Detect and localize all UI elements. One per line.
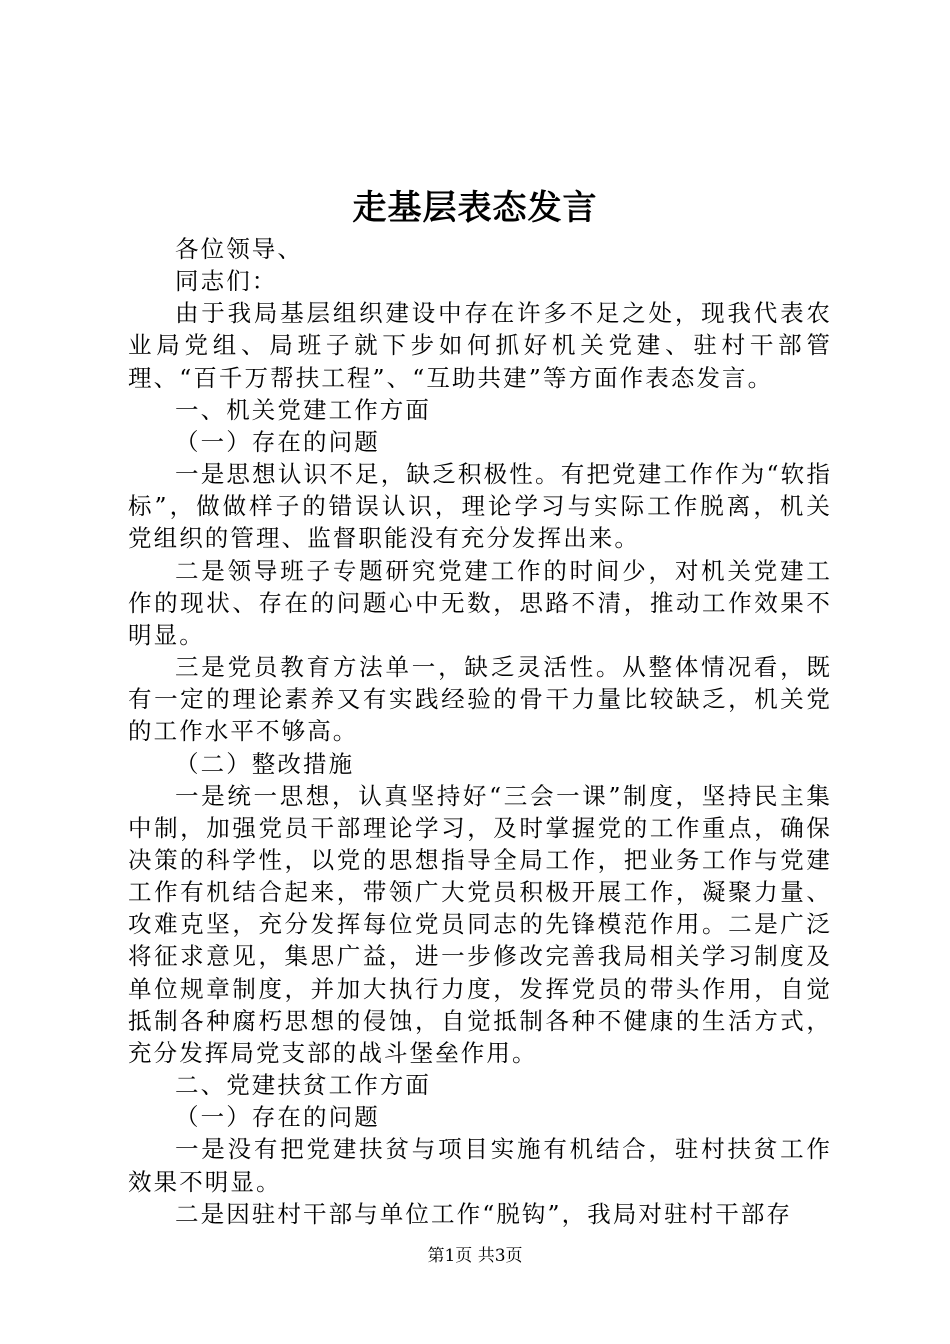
section-heading-2: 二、党建扶贫工作方面 — [175, 1071, 431, 1100]
subsection-heading-problems-2: （一）存在的问题 — [175, 1103, 380, 1132]
body-paragraph: 一是统一思想，认真坚持好“三会一课”制度，坚持民主集中制，加强党员干部理论学习，及时掌握党的工作重点，确保决策的科学性，以党的思想指导全局工作，把业务工作与党建工作有机结合起来，带领广大党员积极开展工作，凝聚力量、攻难克坚，充分发挥每位党员同志的先锋模范作用。二是广泛将征求意见，集思广益，进一步修改完善我局相关学习制度及单位规章制度，并加大执行力度，发挥党员的带头作用，自觉抵制各种腐朽思想的侵蚀，自觉抵制各种不健康的生活方式，充分发挥局党支部的战斗堡垒作用。 — [128, 781, 832, 1067]
document-body — [128, 233, 832, 1230]
intro-paragraph: 由于我局基层组织建设中存在许多不足之处，现我代表农业局党组、局班子就下步如何抓好机关党建、驻村干部管理、“百千万帮扶工程”、“互助共建”等方面作表态发言。 — [128, 299, 832, 392]
subsection-heading-measures: （二）整改措施 — [175, 749, 355, 778]
body-paragraph: 二是领导班子专题研究党建工作的时间少，对机关党建工作的现状、存在的问题心中无数，思路不清，推动工作效果不明显。 — [128, 556, 832, 649]
salutation-line-1: 各位领导、 — [175, 235, 303, 263]
body-paragraph: 二是因驻村干部与单位工作“脱钩”，我局对驻村干部存 — [175, 1199, 793, 1228]
body-paragraph: 一是没有把党建扶贫与项目实施有机结合，驻村扶贫工作效果不明显。 — [128, 1135, 832, 1196]
section-heading-1: 一、机关党建工作方面 — [175, 395, 431, 424]
page-footer: 第1页 共3页 — [427, 1246, 523, 1266]
body-paragraph: 一是思想认识不足，缺乏积极性。有把党建工作作为“软指标”，做做样子的错误认识，理论学习与实际工作脱离，机关党组织的管理、监督职能没有充分发挥出来。 — [128, 460, 832, 553]
body-paragraph: 三是党员教育方法单一，缺乏灵活性。从整体情况看，既有一定的理论素养又有实践经验的骨干力量比较缺乏，机关党的工作水平不够高。 — [128, 653, 832, 746]
document-title: 走基层表态发言 — [352, 188, 598, 228]
subsection-heading-problems-1: （一）存在的问题 — [175, 427, 380, 456]
salutation-line-2: 同志们： — [175, 267, 278, 296]
